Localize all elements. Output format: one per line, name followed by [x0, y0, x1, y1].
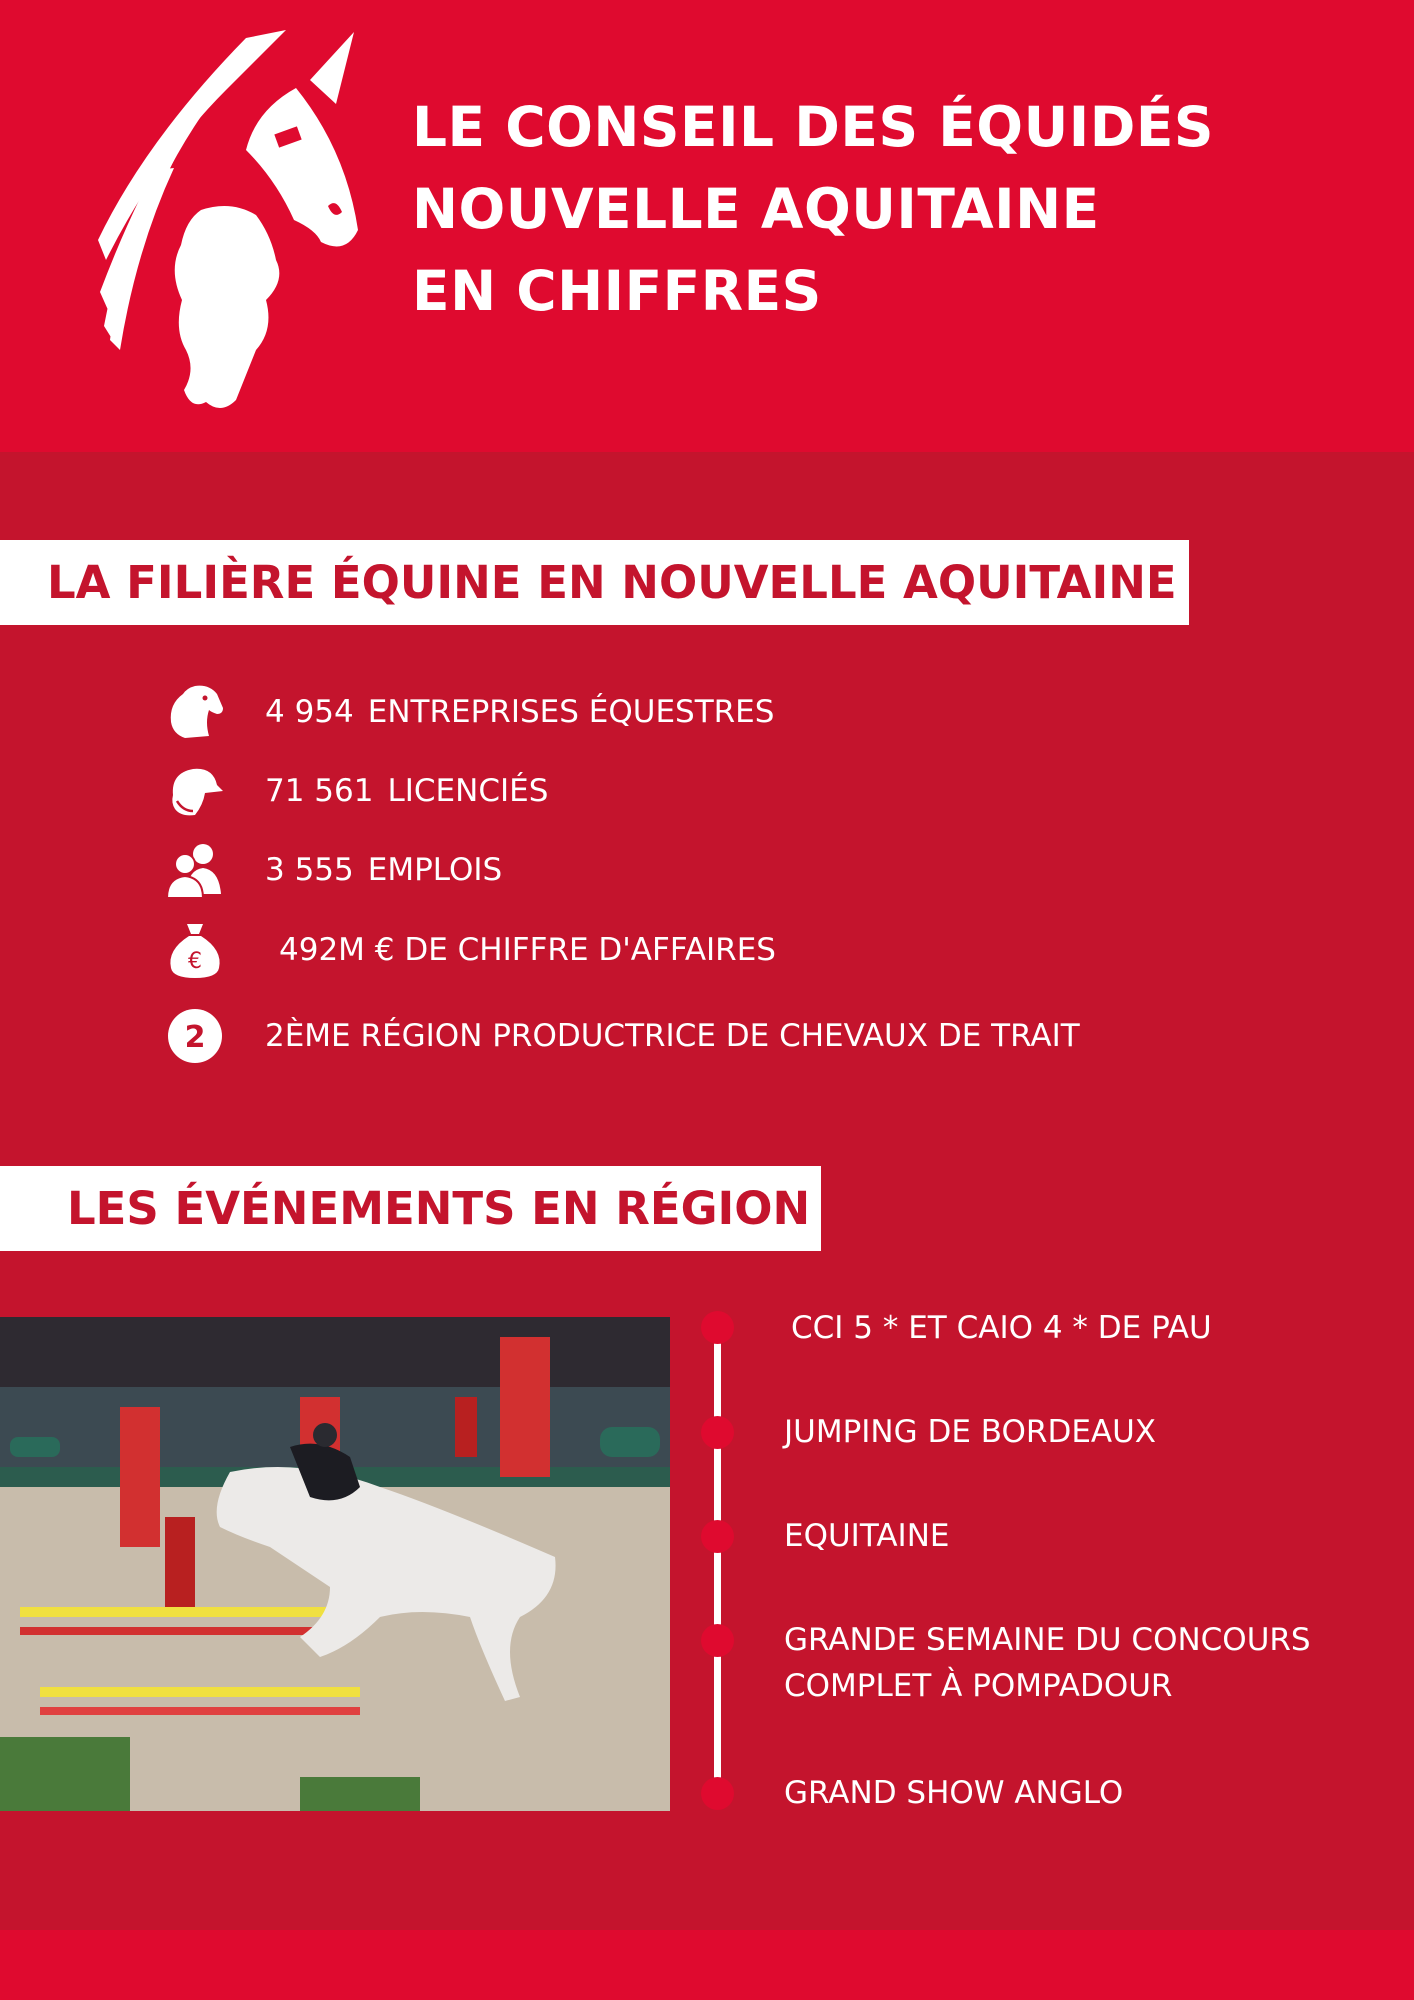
horse-head-region-logo: [96, 30, 366, 420]
event-item: GRAND SHOW ANGLO: [784, 1775, 1124, 1811]
stat-item-emplois: [165, 838, 1315, 902]
stat-item-licencies: [165, 759, 1315, 823]
evenements-section-title: LES ÉVÉNEMENTS EN RÉGION: [0, 1166, 821, 1251]
event-item: CCI 5 * ET CAIO 4 * DE PAU: [791, 1310, 1212, 1346]
event-item: EQUITAINE: [784, 1518, 950, 1554]
timeline-dot: [701, 1624, 734, 1657]
filiere-section-title: LA FILIÈRE ÉQUINE EN NOUVELLE AQUITAINE: [0, 540, 1189, 625]
stat-number: 71 561: [265, 773, 374, 809]
timeline-dot: [701, 1416, 734, 1449]
event-item: JUMPING DE BORDEAUX: [784, 1414, 1157, 1450]
stat-label: 2ÈME RÉGION PRODUCTRICE DE CHEVAUX DE TRAIT: [265, 1018, 1080, 1054]
timeline-dot: [701, 1520, 734, 1553]
title-line-1: LE CONSEIL DES ÉQUIDÉS: [412, 95, 1215, 159]
title-line-2: NOUVELLE AQUITAINE: [412, 177, 1100, 241]
timeline-dot: [701, 1311, 734, 1344]
timeline-dot: [701, 1777, 734, 1810]
title-line-3: EN CHIFFRES: [412, 259, 822, 323]
stat-label: ENTREPRISES ÉQUESTRES: [367, 694, 775, 730]
stat-label: EMPLOIS: [367, 852, 503, 888]
people-icon: [165, 840, 225, 900]
horse-head-icon: [165, 682, 225, 742]
riding-helmet-icon: [165, 761, 225, 821]
number-two-circle-icon: [165, 1006, 225, 1066]
footer-band: [0, 1930, 1414, 2000]
stat-item-chevaux-de-trait: [165, 1004, 1315, 1068]
svg-text:2: 2: [184, 1020, 206, 1055]
stat-item-entreprises: [165, 680, 1315, 744]
show-jumping-photo: [0, 1317, 670, 1811]
stat-number: 4 954: [265, 694, 354, 730]
stat-item-chiffre-affaires: [165, 918, 1315, 982]
money-bag-euro-icon: [165, 920, 225, 980]
timeline-line: [714, 1318, 721, 1795]
header: [0, 0, 1414, 452]
svg-text:€: €: [188, 949, 202, 974]
event-item: GRANDE SEMAINE DU CONCOURS COMPLET À POMPADOUR: [784, 1622, 1311, 1704]
stat-label: 492M € DE CHIFFRE D'AFFAIRES: [279, 932, 776, 968]
page-title: [412, 86, 1312, 332]
stat-number: 3 555: [265, 852, 354, 888]
stat-label: LICENCIÉS: [387, 773, 549, 809]
